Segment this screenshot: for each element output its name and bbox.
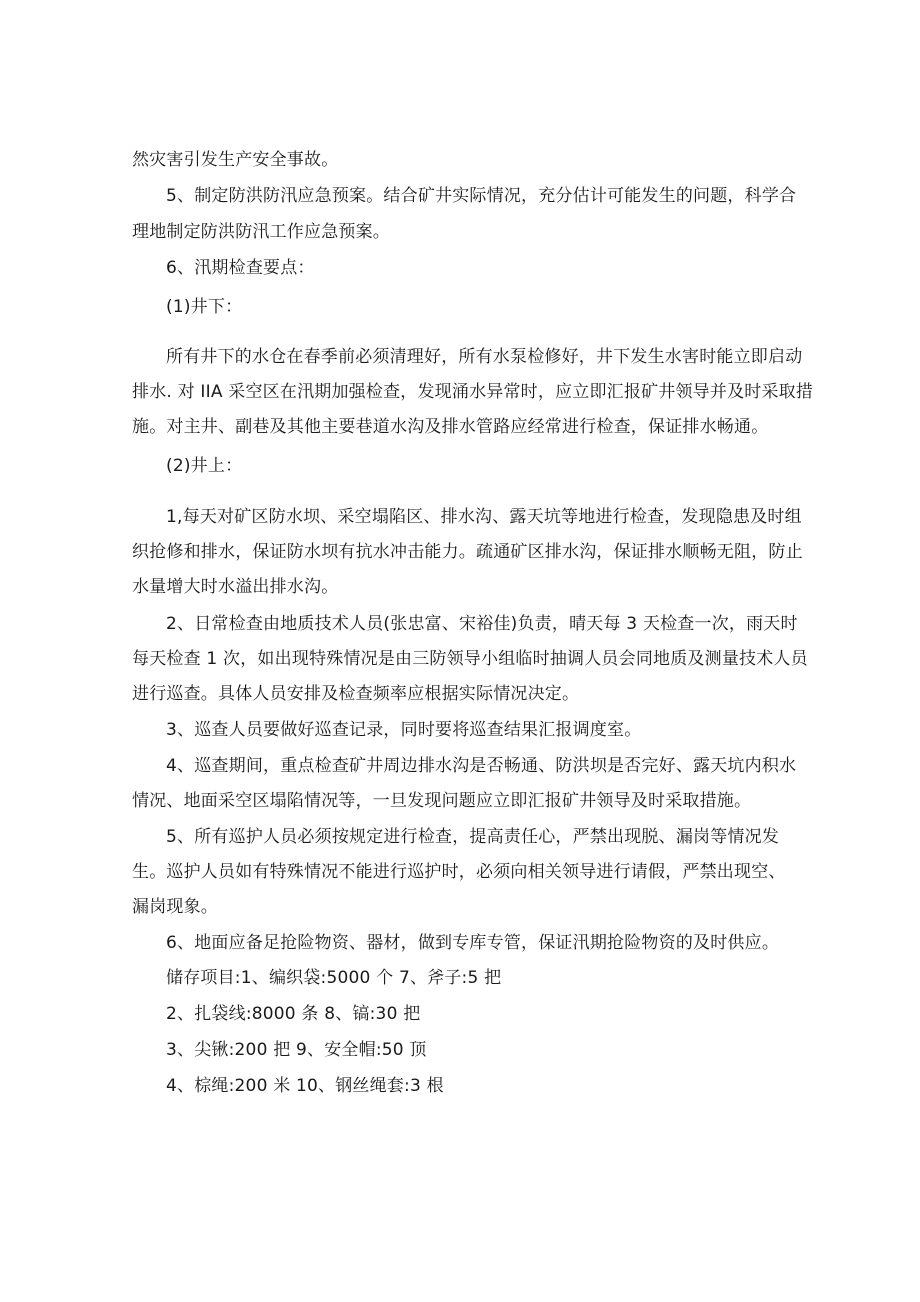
text-line: 5、制定防洪防汛应急预案。结合矿井实际情况，充分估计可能发生的问题，科学合: [166, 186, 797, 206]
storage-list-item: 储存项目:1、编织袋:5000 个 7、斧子:5 把: [166, 968, 502, 988]
section-heading: 6、汛期检查要点：: [166, 258, 315, 278]
text-line: 漏岗现象。: [132, 897, 218, 917]
storage-list-item: 4、棕绳:200 米 10、钢丝绳套:3 根: [166, 1076, 444, 1096]
text-line: 2、日常检查由地质技术人员(张忠富、宋裕佳)负责，晴天每 3 天检查一次，雨天时: [166, 614, 798, 634]
text-line: 3、巡查人员要做好巡查记录，同时要将巡查结果汇报调度室。: [166, 720, 642, 740]
text-line: 每天检查 1 次，如出现特殊情况是由三防领导小组临时抽调人员会同地质及测量技术人员: [132, 649, 808, 669]
text-line: 所有井下的水仓在春季前必须清理好，所有水泵检修好，井下发生水害时能立即启动: [166, 347, 803, 367]
text-line: 6、地面应备足抢险物资、器材，做到专库专管，保证汛期抢险物资的及时供应。: [166, 933, 780, 953]
text-line: 施。对主井、副巷及其他主要巷道水沟及排水管路应经常进行检查，保证排水畅通。: [132, 417, 769, 437]
text-line: 生。巡护人员如有特殊情况不能进行巡护时，必须向相关领导进行请假，严禁出现空、: [132, 862, 786, 882]
text-line: 水量增大时水溢出排水沟。: [132, 577, 339, 597]
subsection-heading: (1)井下：: [166, 297, 243, 317]
text-line: 排水. 对 IIA 采空区在汛期加强检查，发现涌水异常时，应立即汇报矿井领导并及时采取措: [132, 382, 814, 402]
subsection-heading: (2)井上：: [166, 456, 243, 476]
text-line: 4、巡查期间，重点检查矿井周边排水沟是否畅通、防洪坝是否完好、露天坑内积水: [166, 756, 797, 776]
storage-list-item: 3、尖锹:200 把 9、安全帽:50 顶: [166, 1040, 427, 1060]
text-line: 然灾害引发生产安全事故。: [132, 150, 339, 170]
text-line: 5、所有巡护人员必须按规定进行检查，提高责任心，严禁出现脱、漏岗等情况发: [166, 827, 780, 847]
text-line: 情况、地面采空区塌陷情况等，一旦发现问题应立即汇报矿井领导及时采取措施。: [132, 791, 752, 811]
text-line: 进行巡查。具体人员安排及检查频率应根据实际情况决定。: [132, 684, 580, 704]
text-line: 织抢修和排水，保证防水坝有抗水冲击能力。疏通矿区排水沟，保证排水顺畅无阻，防止: [132, 542, 803, 562]
text-line: 1,每天对矿区防水坝、采空塌陷区、排水沟、露天坑等地进行检查，发现隐患及时组: [166, 507, 802, 527]
text-line: 理地制定防洪防汛工作应急预案。: [132, 222, 390, 242]
storage-list-item: 2、扎袋线:8000 条 8、镐:30 把: [166, 1004, 421, 1024]
